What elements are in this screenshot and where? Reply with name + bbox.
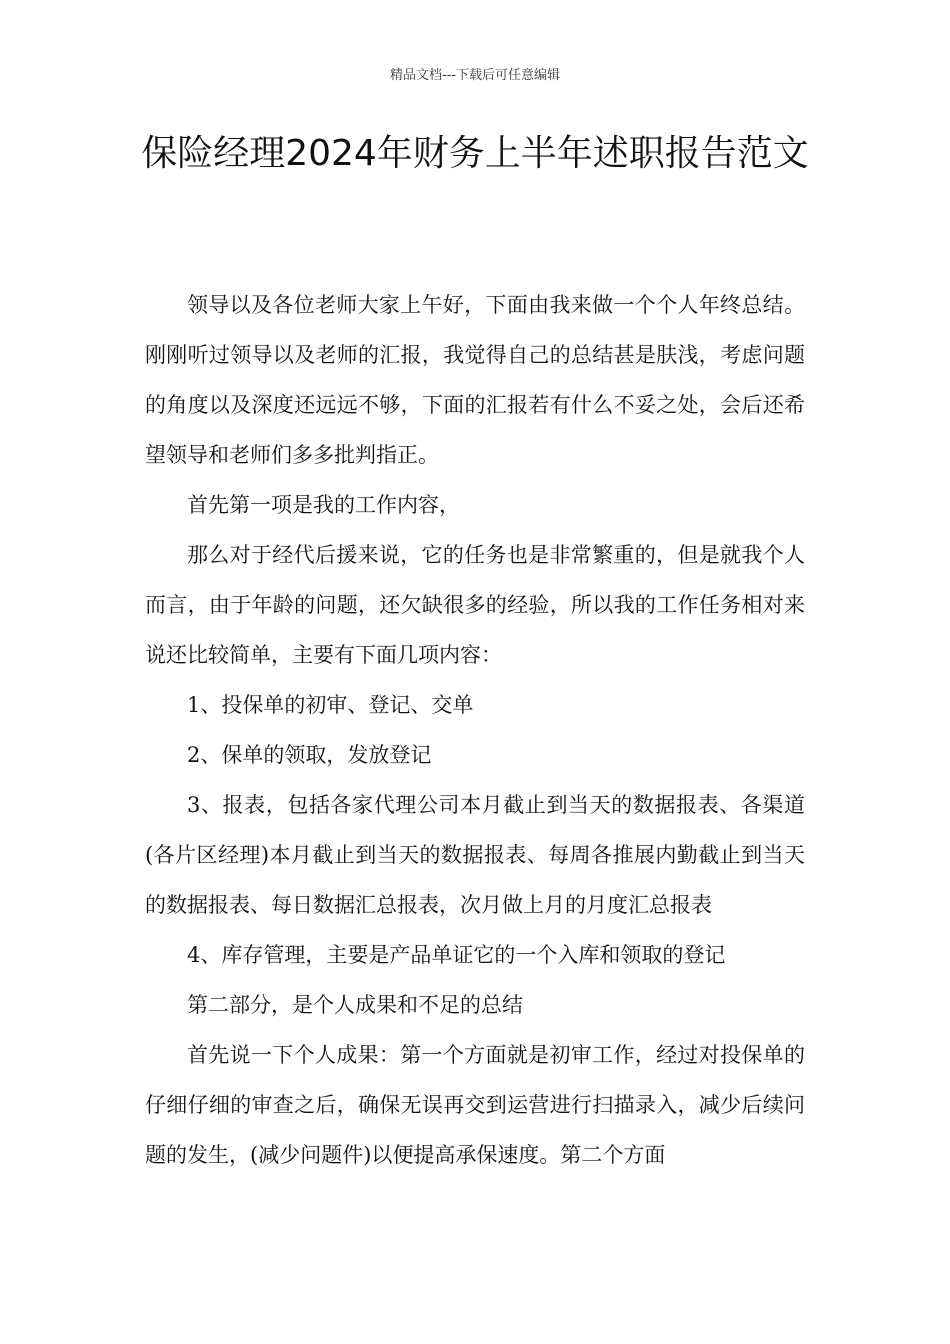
paragraph: 1、投保单的初审、登记、交单 [187,693,474,717]
paragraph: 2、保单的领取，发放登记 [187,743,432,767]
paragraph: 3、报表，包括各家代理公司本月截止到当天的数据报表、各渠道(各片区经理)本月截止到当天的数据报表、每周各推展内勤截止到当天的数据报表、每日数据汇总报表，次月做上月的月度汇总报表 [145,793,805,917]
paragraph: 4、库存管理，主要是产品单证它的一个入库和领取的登记 [187,943,726,967]
paragraph: 那么对于经代后援来说，它的任务也是非常繁重的，但是就我个人而言，由于年龄的问题，还欠缺很多的经验，所以我的工作任务相对来说还比较简单，主要有下面几项内容： [145,543,805,667]
document-title: 保险经理2024年财务上半年述职报告范文 [141,133,809,174]
paragraph: 首先说一下个人成果：第一个方面就是初审工作，经过对投保单的仔细仔细的审查之后，确保无误再交到运营进行扫描录入，减少后续问题的发生，(减少问题件)以便提高承保速度。第二个方面 [145,1043,805,1167]
paragraph: 第二部分，是个人成果和不足的总结 [187,993,523,1017]
header-note: 精品文档---下载后可任意编辑 [389,68,561,83]
paragraph: 首先第一项是我的工作内容， [187,493,460,517]
document-body [145,280,805,1180]
paragraph: 领导以及各位老师大家上午好，下面由我来做一个个人年终总结。刚刚听过领导以及老师的汇报，我觉得自己的总结甚是肤浅，考虑问题的角度以及深度还远远不够，下面的汇报若有什么不妥之处，会后还希望领导和老师们多多批判指正。 [145,293,805,467]
